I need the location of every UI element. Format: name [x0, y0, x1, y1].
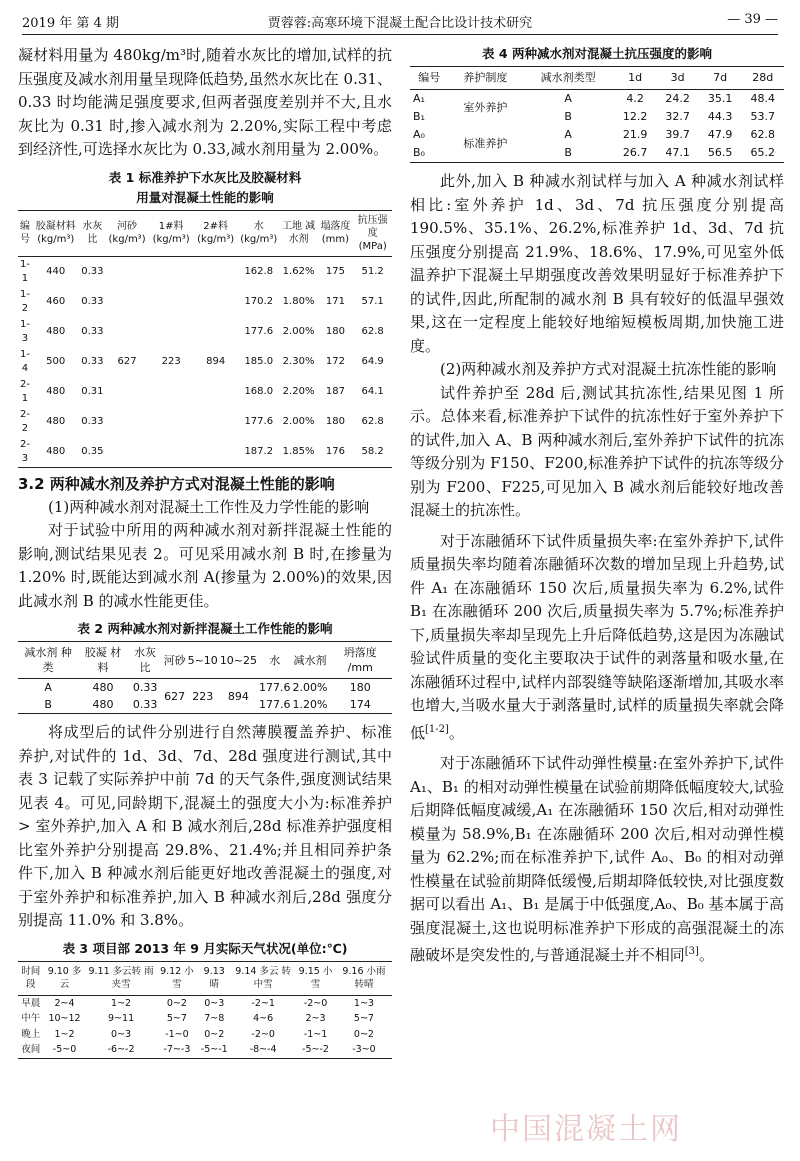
table-cell: A₁ — [413, 92, 425, 105]
table3 — [18, 961, 392, 1059]
table-cell: 168.0 — [244, 385, 274, 397]
table-cell: 171 — [325, 295, 345, 307]
table-cell: 57.1 — [361, 295, 384, 307]
table-row — [18, 1027, 392, 1043]
subsection-heading: (2)两种减水剂及养护方式对混凝土抗冻性能的影响 — [440, 360, 777, 378]
table-cell: A — [564, 92, 572, 105]
table-cell: -5~0 — [52, 1044, 77, 1055]
table-cell: -1~1 — [303, 1028, 328, 1040]
table-cell: 0.33 — [132, 698, 158, 711]
table4 — [410, 66, 784, 163]
column-header: 编号 — [19, 221, 30, 245]
table1-caption: 表 1 标准养护下水灰比及胶凝材料 — [108, 169, 302, 185]
table-cell: B — [44, 698, 52, 711]
table-cell: 0.35 — [81, 445, 104, 457]
table-cell: 480 — [46, 445, 66, 457]
column-header: 减水剂 — [293, 653, 327, 667]
table-cell: 894 — [206, 355, 226, 367]
table-cell: -2~0 — [303, 997, 328, 1009]
paragraph-end: 。 — [698, 946, 714, 964]
table-cell: 65.2 — [750, 146, 775, 159]
table-cell: 47.1 — [665, 146, 690, 159]
table-cell: 4.2 — [626, 92, 644, 105]
table-cell: 0.33 — [81, 415, 104, 427]
table-cell: 2-3 — [19, 438, 30, 464]
table-cell: 9~11 — [108, 1013, 135, 1024]
table-cell: 894 — [227, 689, 249, 703]
table-cell: 177.6 — [259, 681, 291, 694]
table-row — [410, 90, 784, 109]
table-cell: 26.7 — [622, 146, 648, 159]
table-cell: 627 — [164, 689, 186, 703]
paragraph: 试件养护至 28d 后,测试其抗冻性,结果见图 1 所示。总体来看,标准养护下试件的抗冻性好于室外养护下的试件,加入 A、B 两种减水剂后,室外养护下试件的抗冻等级分别为 F150、F200,标准养护下试件的抗冻等级分别为 F200、F225,可见加入 B 减水剂后能较好地改善混凝土的抗冻性。 — [410, 383, 784, 519]
table-cell: 2~3 — [305, 1013, 326, 1024]
table-cell: 480 — [92, 681, 114, 694]
table-cell: 177.6 — [244, 415, 274, 427]
table3-caption: 表 3 项目部 2013 年 9 月实际天气状况(单位:℃) — [62, 940, 348, 956]
table-cell: B — [564, 146, 572, 159]
table-cell: 62.8 — [361, 415, 384, 427]
table-cell: 1.20% — [292, 698, 328, 711]
table-cell: 223 — [161, 355, 181, 367]
column-header: 28d — [752, 71, 774, 84]
table-cell: 0.31 — [81, 385, 104, 397]
column-header: 水 (kg/m³) — [240, 221, 278, 245]
paragraph: 将成型后的试件分别进行自然薄膜覆盖养护、标准养护,对试件的 1d、3d、7d、28d 强度进行测试,其中表 3 记载了实际养护中前 7d 的天气条件,强度测试结果见表 4。可见,同龄期下,混凝土的强度大小为:标准养护 > 室外养护,加入 A 和 B 减水剂后,28d 标准养护强度相比室外养护分别提高 29.8%、21.4%;并且相同养护条件下,加入 B 种减水剂后能更好地改善混凝土的强度,对于室外养护和标准养护,加入 B 种减水剂后,28d 强度分别提高 11.0% 和 3.8%。 — [18, 723, 392, 929]
table-cell: 35.1 — [707, 92, 733, 105]
table-cell: 2~4 — [54, 997, 75, 1009]
paragraph — [410, 530, 784, 746]
table-cell: 177.6 — [244, 325, 274, 337]
table-cell: 2.00% — [282, 325, 315, 337]
paragraph — [410, 752, 784, 968]
table-cell: A — [564, 128, 572, 141]
table-row — [18, 1011, 392, 1027]
table-cell: 64.9 — [361, 355, 384, 367]
table-cell: 0~3 — [111, 1028, 132, 1040]
column-header: 胶凝材料 (kg/m³) — [35, 221, 76, 245]
running-title: 贾蓉蓉:高寒环境下混凝土配合比设计技术研究 — [267, 16, 533, 31]
table-cell: B₁ — [413, 110, 425, 123]
table-cell: 180 — [325, 415, 345, 427]
column-header: 工地 减水剂 — [281, 221, 316, 245]
page-number: — 39 — — [727, 12, 778, 27]
table-cell: 51.2 — [361, 265, 384, 277]
table-cell: -3~0 — [352, 1044, 376, 1055]
column-header: 河砂 (kg/m³) — [108, 221, 146, 245]
table-cell: 12.2 — [622, 110, 648, 123]
table2-caption: 表 2 两种减水剂对新拌混凝土工作性能的影响 — [77, 621, 333, 636]
column-header: 减水剂类型 — [540, 71, 596, 84]
table-cell: 64.1 — [361, 385, 384, 397]
table-cell: 62.8 — [361, 325, 384, 337]
table-row — [18, 1042, 392, 1058]
column-header: 9.15 小雪 — [298, 965, 333, 990]
table-cell: 460 — [46, 295, 66, 307]
table-cell: 室外养护 — [463, 101, 508, 114]
table-cell: -2~0 — [251, 1028, 275, 1040]
table-cell: 1~3 — [353, 997, 374, 1009]
column-header: 3d — [670, 71, 685, 84]
table1-caption-line2: 用量对混凝土性能的影响 — [136, 189, 274, 205]
issue-label: 2019 年 第 4 期 — [22, 16, 119, 31]
table-cell: -8~-4 — [249, 1044, 277, 1055]
table-cell: 4~6 — [253, 1013, 274, 1024]
table-cell: 47.9 — [707, 128, 733, 141]
table-cell: 0.33 — [81, 265, 104, 277]
table-cell: B — [564, 110, 572, 123]
column-header: 9.13 晴 — [203, 965, 225, 990]
table-cell: 480 — [46, 385, 66, 397]
table-cell: 1-3 — [19, 318, 30, 344]
table-cell: 1.62% — [282, 265, 315, 277]
column-header: 10~25 — [219, 653, 258, 667]
column-header: 抗压强度 (MPa) — [357, 214, 388, 252]
column-header: 水灰比 — [134, 646, 157, 674]
table-cell: 1~2 — [54, 1028, 75, 1040]
table-cell: 0.33 — [81, 355, 104, 367]
column-header: 9.16 小雨 转晴 — [342, 965, 386, 990]
paragraph-end: 。 — [448, 723, 464, 742]
table-cell: 187 — [325, 385, 345, 397]
table-row — [18, 679, 392, 697]
table-cell: -1~0 — [165, 1028, 189, 1040]
table-cell: 2.00% — [282, 415, 315, 427]
table-cell: 1.85% — [282, 445, 315, 457]
citation: [3] — [684, 946, 699, 957]
column-header: 塌落度 (mm) — [320, 221, 351, 245]
table-row — [410, 126, 784, 144]
table-cell: 2.00% — [292, 681, 328, 694]
table-cell: 2.20% — [282, 385, 315, 397]
column-header: 9.12 小雪 — [160, 965, 194, 990]
column-header: 2#料 (kg/m³) — [197, 221, 235, 245]
table-row — [18, 256, 392, 287]
page-header — [22, 8, 778, 35]
table-cell: 174 — [349, 698, 371, 711]
table1 — [18, 210, 392, 468]
table-cell: 2.30% — [282, 355, 315, 367]
table-cell: 标准养护 — [463, 137, 508, 150]
section-heading: 3.2 两种减水剂及养护方式对混凝土性能的影响 — [18, 474, 335, 493]
table-cell: 中午 — [21, 1013, 41, 1024]
column-header: 水灰比 — [82, 221, 103, 245]
column-header: 7d — [713, 71, 728, 84]
table-cell: 0~2 — [353, 1028, 374, 1040]
paragraph: 此外,加入 B 种减水剂试样与加入 A 种减水剂试样相比:室外养护 1d、3d、7d 抗压强度分别提高 190.5%、35.1%、26.2%,标准养护 1d、3d、7d 抗压强度分别提高 21.9%、18.6%、17.9%,可见室外低温养护下混凝土早期强度改善效果明显好于标准养护下的试件,因此,所配制的减水剂 B 具有较好的低温早强效果,这在一定程度上能较好地缩短模板周期,加快施工进度。 — [410, 172, 784, 355]
table-cell: A — [44, 681, 52, 694]
table-cell: 187.2 — [244, 445, 274, 457]
table-cell: 480 — [92, 698, 114, 711]
table-cell: 53.7 — [750, 110, 775, 123]
table-cell: 162.8 — [244, 265, 274, 277]
paragraph: 对于试验中所用的两种减水剂对新拌混凝土性能的影响,测试结果见表 2。可见采用减水剂 B 时,在掺量为 1.20% 时,既能达到减水剂 A(掺量为 2.00%)的效果,因此减水剂 B 的减水性能更佳。 — [18, 521, 392, 610]
column-header: 5~10 — [187, 653, 218, 667]
table-cell: 0.33 — [81, 325, 104, 337]
citation: [1-2] — [425, 723, 449, 735]
table-cell: 176 — [325, 445, 345, 457]
table-cell: 39.7 — [665, 128, 690, 141]
table-cell: 62.8 — [750, 128, 775, 141]
table-cell: 0.33 — [132, 681, 158, 694]
left-column — [18, 44, 392, 1059]
table-cell: 185.0 — [244, 355, 274, 367]
column-header: 编号 — [418, 71, 441, 84]
column-header: 河砂 — [163, 653, 186, 667]
column-header: 减水剂 种类 — [24, 646, 72, 674]
table-cell: 480 — [46, 415, 66, 427]
table-cell: 180 — [349, 681, 371, 694]
table-cell: 5~7 — [166, 1013, 187, 1024]
table-cell: -5~-2 — [302, 1044, 329, 1055]
table-cell: 0.33 — [81, 295, 104, 307]
table-cell: B₀ — [413, 146, 425, 159]
paragraph: 凝材料用量为 480kg/m³时,随着水灰比的增加,试样的抗压强度及减水剂用量呈现降低趋势,虽然水灰比在 0.31、0.33 时均能满足强度要求,但两者强度差别并不大,且水灰比为 0.31 时,掺入减水剂为 2.20%,实际工程中考虑到经济性,可选择水灰比为 0.33,减水剂用量为 2.00%。 — [18, 46, 392, 158]
table-cell: 1-2 — [19, 288, 30, 314]
table-cell: -2~1 — [251, 997, 275, 1009]
table-cell: 627 — [117, 355, 137, 367]
table-cell: 175 — [325, 265, 345, 277]
column-header: 1d — [628, 71, 643, 84]
table-cell: 7~8 — [204, 1013, 225, 1024]
table-cell: 早晨 — [21, 997, 41, 1009]
column-header: 水 — [269, 653, 281, 667]
table-cell: 56.5 — [707, 146, 733, 159]
table-cell: 170.2 — [244, 295, 274, 307]
table-cell: 10~12 — [48, 1013, 81, 1024]
table-cell: -7~-3 — [163, 1044, 191, 1055]
table-cell: 1.80% — [282, 295, 315, 307]
paragraph-text: 对于冻融循环下试件动弹性模量:在室外养护下,试件 A₁、B₁ 的相对动弹性模量在试验前期降低幅度较大,试验后期降低幅度减缓,A₁ 在冻融循环 150 次后,相对动弹性模量为 58.9%,B₁ 在冻融循环 200 次后,相对动弹性模量为 62.2%;而在标准养护下,试件 A₀、B₀ 的相对动弹性模量在试验前期降低缓慢,后期却降低较快,对比强度数据可以看出 A₁、B₁ 是属于中低强度,A₀、B₀ 基本属于高强度混凝土,这也说明标准养护下形成的高强混凝土的冻融破坏是突发性的,与普通混凝土并不相同 — [410, 754, 784, 964]
table-cell: -5~-1 — [200, 1044, 228, 1055]
table-cell: 2-1 — [19, 378, 30, 404]
watermark: 中国混凝土网 — [490, 1112, 682, 1147]
table-cell: 44.3 — [707, 110, 733, 123]
table-cell: 2-2 — [19, 408, 30, 434]
column-header: 9.10 多云 — [47, 965, 82, 990]
table-cell: 1~2 — [111, 997, 132, 1009]
column-header: 1#料 (kg/m³) — [152, 221, 190, 245]
table-cell: 0~2 — [166, 997, 187, 1009]
table-cell: 32.7 — [665, 110, 690, 123]
table-cell: 0~2 — [204, 1028, 225, 1040]
table-cell: 480 — [46, 325, 66, 337]
table-cell: 5~7 — [353, 1013, 374, 1024]
table-cell: 223 — [192, 689, 214, 703]
table-cell: 48.4 — [750, 92, 775, 105]
table-cell: 1-4 — [19, 348, 30, 374]
table4-caption: 表 4 两种减水剂对混凝土抗压强度的影响 — [482, 46, 712, 61]
table-cell: 0~3 — [204, 997, 225, 1009]
table-cell: 172 — [325, 355, 345, 367]
table-cell: 24.2 — [665, 92, 690, 105]
column-header: 时间段 — [21, 965, 41, 990]
table2 — [18, 641, 392, 714]
table-cell: 晚上 — [21, 1028, 41, 1040]
table-row — [18, 995, 392, 1011]
table-cell: 21.9 — [622, 128, 648, 141]
column-header: 9.14 多云 转中雪 — [235, 965, 291, 990]
table-cell: A₀ — [413, 128, 425, 141]
subsection-heading: (1)两种减水剂对混凝土工作性及力学性能的影响 — [48, 497, 370, 516]
column-header: 胶凝 材料 — [84, 646, 122, 674]
table-cell: 夜间 — [21, 1044, 41, 1055]
table-cell: 500 — [46, 355, 66, 367]
table-cell: 177.6 — [259, 698, 291, 711]
column-header: 坍落度 /mm — [343, 646, 377, 674]
table-cell: 58.2 — [361, 445, 384, 457]
table-cell: 180 — [325, 325, 345, 337]
right-column — [410, 44, 784, 968]
table-cell: 1-1 — [19, 258, 30, 284]
table-cell: 440 — [46, 265, 66, 277]
column-header: 9.11 多云转 雨夹雪 — [88, 965, 154, 990]
paragraph-text: 对于冻融循环下试件质量损失率:在室外养护下,试件质量损失率均随着冻融循环次数的增加呈现上升趋势,试件 A₁ 在冻融循环 150 次后,质量损失率为 6.2%,试件 B₁ 在冻融循环 200 次后,质量损失率为 5.7%;标准养护下,质量损失率却呈现先上升后降低趋势,这是因为冻融试验试件质量的变化主要取决于试件的剥落量和吸水量,在冻融循环过程中,试样内部裂缝等缺陷逐渐增加,其吸水率也增大,当吸水量大于剥落量时,试样的质量损失率就会降低 — [410, 531, 784, 742]
column-header: 养护制度 — [463, 71, 508, 84]
table-cell: -6~-2 — [107, 1044, 135, 1055]
